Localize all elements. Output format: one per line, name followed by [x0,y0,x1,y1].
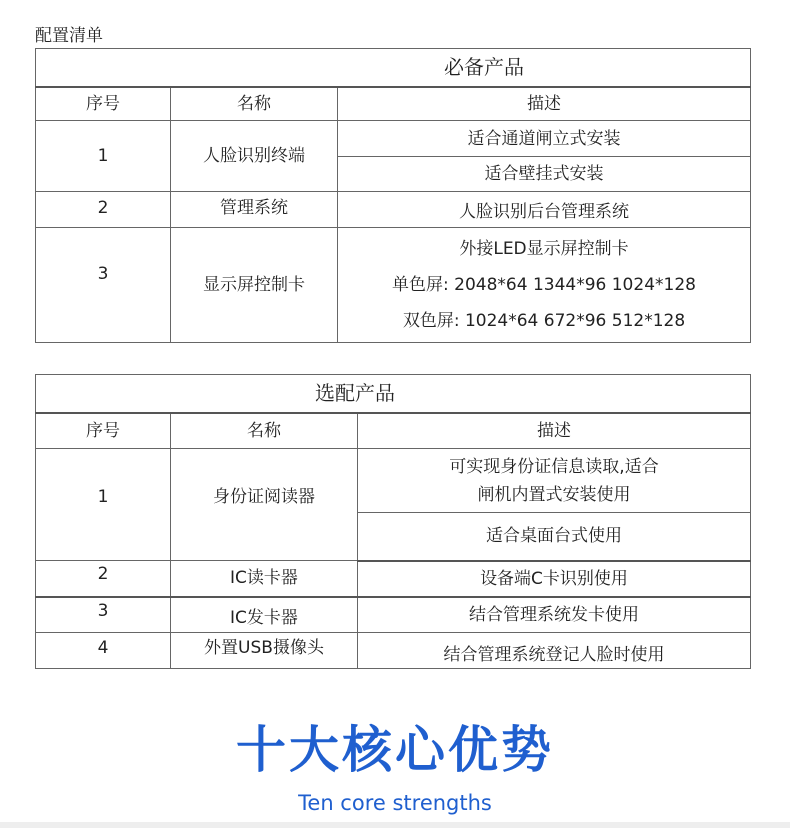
optional-products-table [35,374,751,669]
header-desc: 描述 [358,413,751,449]
table-row [36,561,751,597]
row-name: 外置USB摄像头 [171,633,358,669]
row-desc: 可实现身份证信息读取,适合 闸机内置式安装使用 [358,449,751,513]
banner-subtitle: Ten core strengths [298,791,492,815]
header-name: 名称 [171,413,358,449]
header-name: 名称 [171,87,338,121]
table-row [36,449,751,513]
table-row [36,121,751,157]
row-no: 2 [36,561,171,597]
row-desc: 外接LED显示屏控制卡 单色屏: 2048*64 1344*96 1024*128 双色屏: 1024*64 672*96 512*128 [338,228,751,343]
row-desc: 设备端C卡识别使用 [358,561,751,597]
header-no: 序号 [36,413,171,449]
table-row [36,597,751,633]
required-products-table [35,48,751,343]
table-row [36,633,751,669]
table-row [36,228,751,343]
row-no: 3 [36,228,171,343]
banner-title: 十大核心优势 [236,721,554,779]
bottom-divider [0,822,790,828]
row-name: IC发卡器 [171,597,358,633]
row-no: 2 [36,192,171,228]
row-desc: 适合桌面台式使用 [358,513,751,561]
header-no: 序号 [36,87,171,121]
row-desc: 适合通道闸立式安装 [338,121,751,157]
row-name: 显示屏控制卡 [171,228,338,343]
row-desc: 结合管理系统发卡使用 [358,597,751,633]
row-desc: 结合管理系统登记人脸时使用 [358,633,751,669]
row-name: 管理系统 [171,192,338,228]
row-name: IC读卡器 [171,561,358,597]
row-no: 1 [36,121,171,192]
list-caption: 配置清单 [35,26,103,46]
row-no: 4 [36,633,171,669]
table-title: 选配产品 [36,375,751,413]
row-name: 身份证阅读器 [171,449,358,561]
row-desc: 适合壁挂式安装 [338,157,751,192]
header-desc: 描述 [338,87,751,121]
row-no: 1 [36,449,171,561]
row-name: 人脸识别终端 [171,121,338,192]
table-title: 必备产品 [36,49,751,87]
row-desc: 人脸识别后台管理系统 [338,192,751,228]
table-row [36,192,751,228]
row-no: 3 [36,597,171,633]
